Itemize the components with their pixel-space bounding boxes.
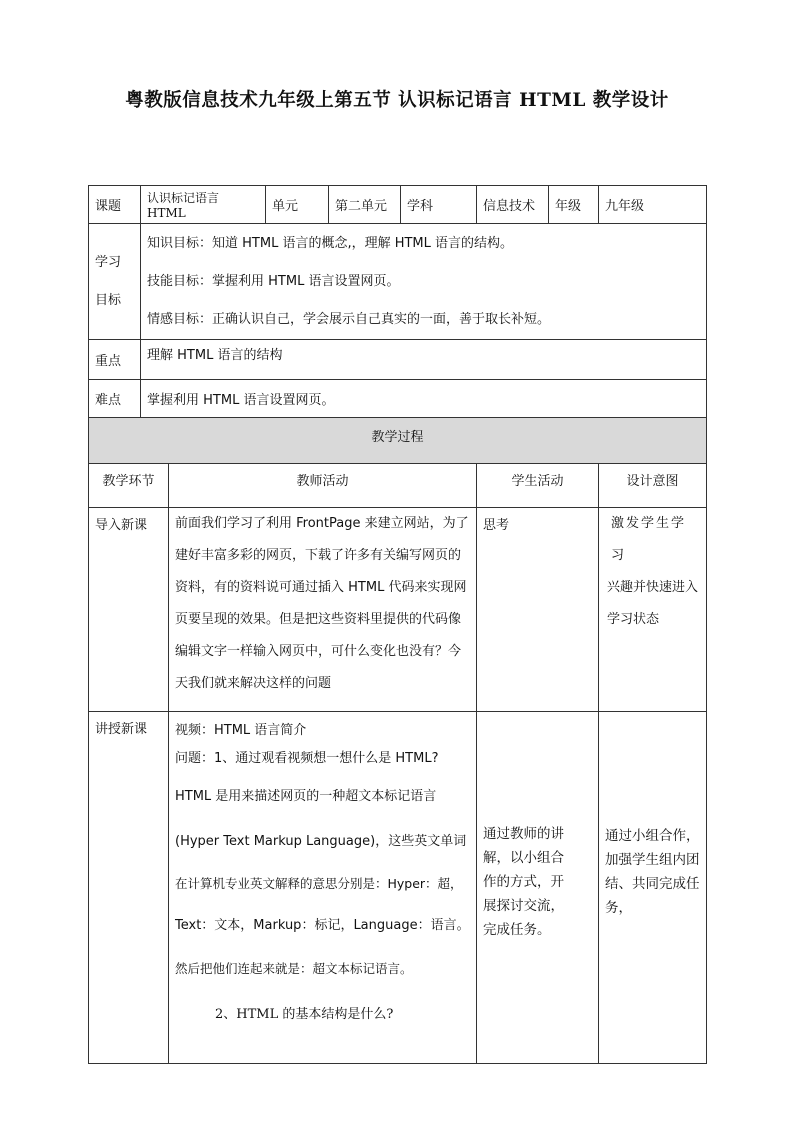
lecture-student-line: 完成任务。	[483, 922, 551, 938]
col-header-student: 学生活动	[477, 464, 599, 508]
intro-intent-line: 激发学生学习	[611, 516, 687, 563]
process-header: 教学过程	[89, 418, 707, 464]
page-title: 粤教版信息技术九年级上第五节 认识标记语言 HTML 教学设计	[125, 90, 669, 111]
lecture-student-line: 解，以小组合	[483, 850, 565, 866]
lecture-student-line: 作的方式，开	[483, 874, 565, 890]
knowledge-goal: 知识目标：知道 HTML 语言的概念,，理解 HTML 语言的结构。	[147, 235, 514, 251]
key-point-label: 重点	[89, 340, 141, 380]
goals-label	[89, 224, 141, 340]
emotion-goal: 情感目标：正确认识自己，学会展示自己真实的一面，善于取长补短。	[147, 311, 551, 327]
column-header-row	[89, 464, 707, 508]
lecture-intent	[599, 712, 707, 1064]
lecture-line: (Hyper Text Markup Language)，这些英文单词	[175, 834, 467, 849]
intro-stage: 导入新课	[89, 508, 169, 712]
lecture-question-2: 2、HTML 的基本结构是什么?	[215, 1007, 394, 1022]
col-header-intent: 设计意图	[599, 464, 707, 508]
difficult-point-value: 掌握利用 HTML 语言设置网页。	[141, 380, 707, 418]
lecture-line: HTML 是用来描述网页的一种超文本标记语言	[175, 789, 437, 804]
intro-intent	[599, 508, 707, 712]
intro-teacher-activity	[169, 508, 477, 712]
info-row	[89, 186, 707, 224]
lecture-student-activity	[477, 712, 599, 1064]
process-header-row	[89, 418, 707, 464]
lecture-intent-line: 通过小组合作，	[605, 828, 700, 844]
lesson-plan-table	[88, 185, 707, 1064]
goals-row	[89, 224, 707, 340]
grade-label: 年级	[549, 186, 599, 224]
intro-teacher-line: 页要呈现的效果。但是把这些资料里提供的代码像	[175, 612, 462, 627]
lecture-row	[89, 712, 707, 1064]
lecture-intent-line: 务，	[605, 900, 633, 916]
key-point-value: 理解 HTML 语言的结构	[141, 340, 707, 380]
lecture-video: 视频：HTML 语言简介	[175, 723, 307, 738]
intro-teacher-line: 前面我们学习了利用 FrontPage 来建立网站，为了	[175, 516, 469, 531]
intro-teacher-line: 编辑文字一样输入网页中，可什么变化也没有？今	[175, 644, 462, 659]
intro-teacher-line: 资料，有的资料说可通过插入 HTML 代码来实现网	[175, 580, 467, 595]
lecture-student-line: 通过教师的讲	[483, 826, 565, 842]
col-header-teacher: 教师活动	[169, 464, 477, 508]
topic-value: 认识标记语言 HTML	[141, 186, 266, 224]
goals-label-line-2: 目标	[95, 292, 122, 308]
lecture-intent-line: 结、共同完成任	[605, 876, 700, 892]
intro-intent-line: 兴趣并快速进入	[607, 580, 699, 595]
intro-intent-line: 学习状态	[607, 612, 660, 627]
difficult-point-row	[89, 380, 707, 418]
unit-value: 第二单元	[329, 186, 401, 224]
subject-value: 信息技术	[477, 186, 549, 224]
lecture-student-line: 展探讨交流，	[483, 898, 565, 914]
key-point-row	[89, 340, 707, 380]
lecture-line: 然后把他们连起来就是：超文本标记语言。	[175, 961, 413, 976]
lecture-question-1: 问题：1、通过观看视频想一想什么是 HTML?	[175, 751, 439, 766]
grade-value: 九年级	[599, 186, 707, 224]
intro-student-activity: 思考	[477, 508, 599, 712]
topic-label: 课题	[89, 186, 141, 224]
lecture-line: 在计算机专业英文解释的意思分别是：Hyper：超，	[175, 876, 463, 891]
subject-label: 学科	[401, 186, 477, 224]
lecture-line: Text：文本，Markup：标记，Language：语言。	[175, 918, 470, 933]
lecture-teacher-activity	[169, 712, 477, 1064]
difficult-point-label: 难点	[89, 380, 141, 418]
intro-teacher-line: 天我们就来解决这样的问题	[175, 676, 332, 691]
col-header-stage: 教学环节	[89, 464, 169, 508]
unit-label: 单元	[266, 186, 329, 224]
intro-teacher-line: 建好丰富多彩的网页，下载了许多有关编写网页的	[175, 548, 462, 563]
lecture-stage: 讲授新课	[89, 712, 169, 1064]
goals-label-line-1: 学习	[95, 254, 122, 270]
goals-content	[141, 224, 707, 340]
skill-goal: 技能目标：掌握利用 HTML 语言设置网页。	[147, 273, 400, 289]
intro-row	[89, 508, 707, 712]
lecture-intent-line: 加强学生组内团	[605, 852, 700, 868]
